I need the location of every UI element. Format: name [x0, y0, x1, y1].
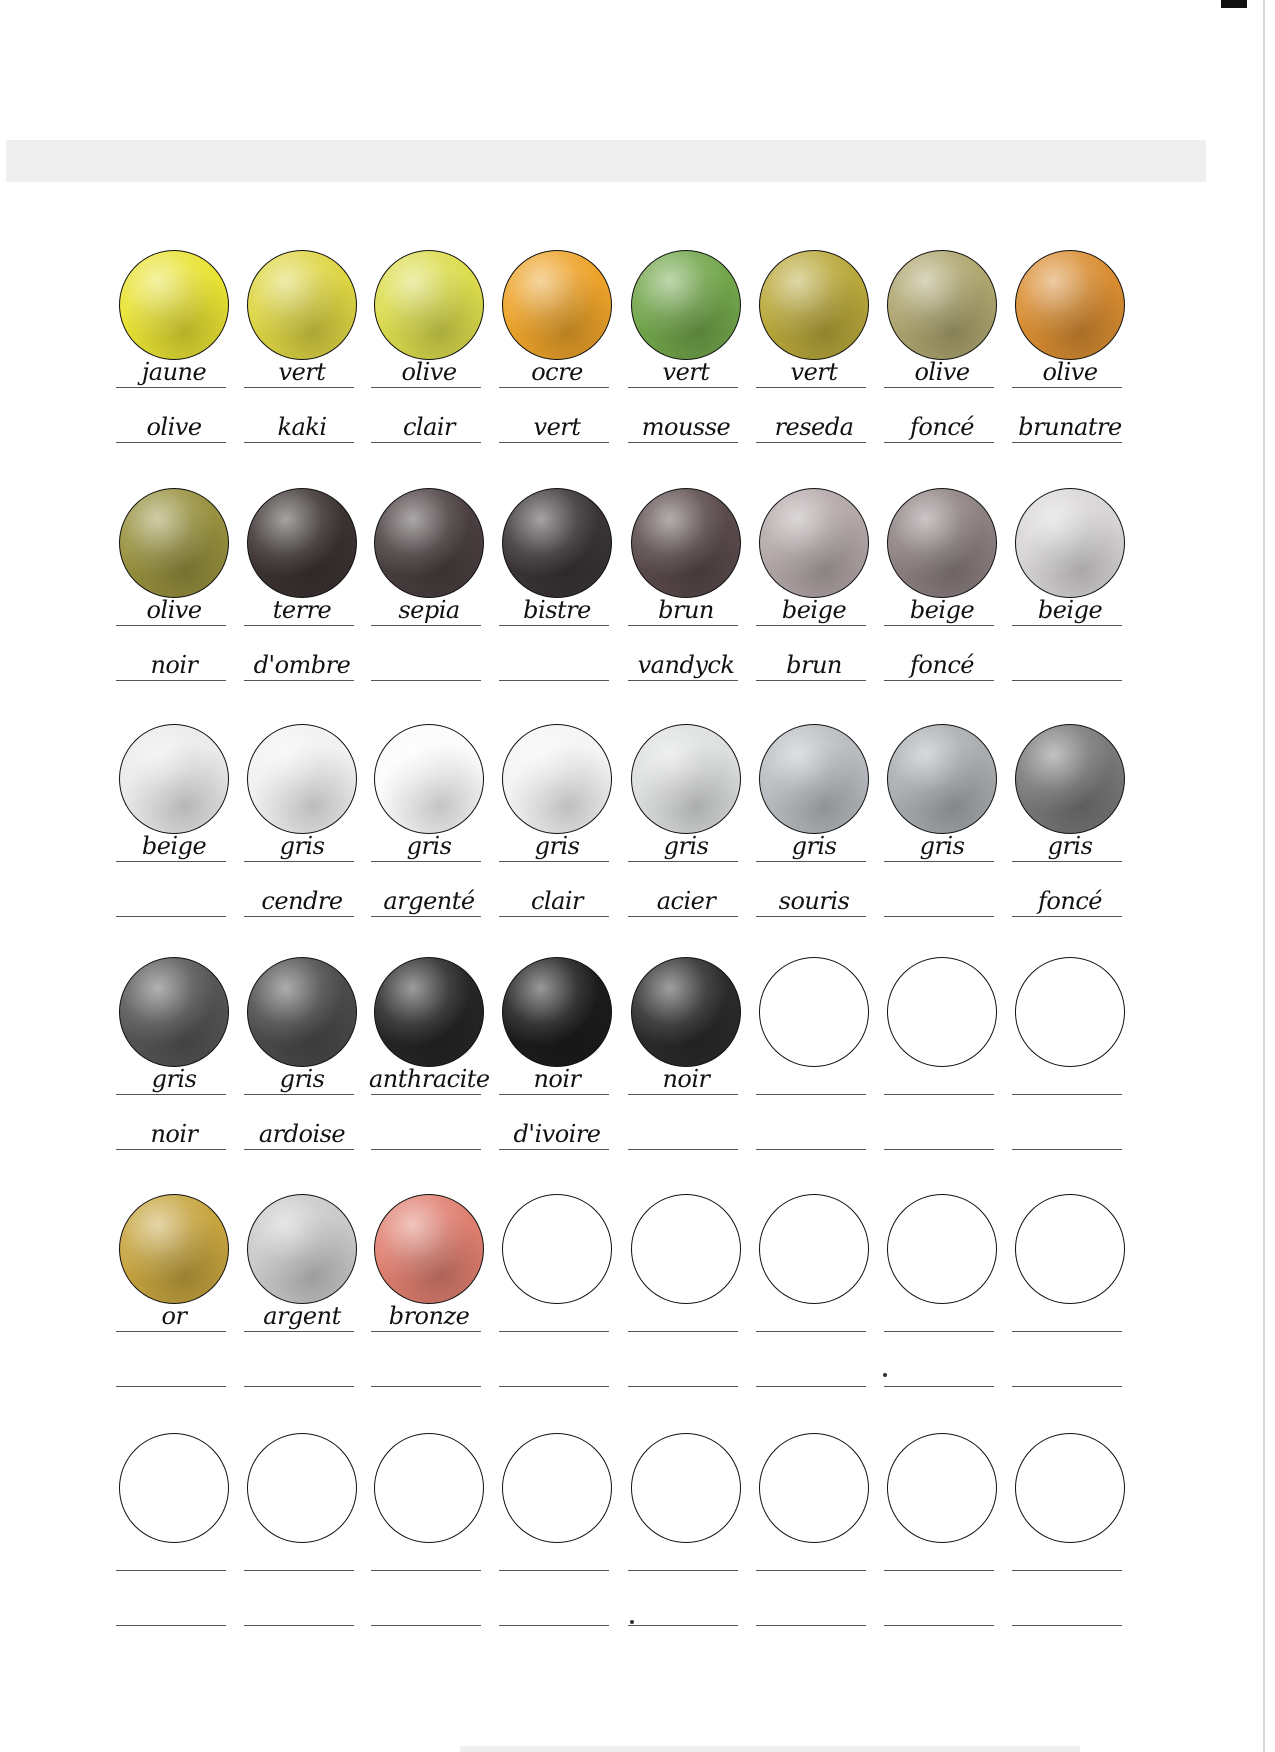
- color-swatch: [624, 724, 752, 962]
- writing-line: [371, 1386, 481, 1387]
- color-swatch: [112, 488, 240, 726]
- color-name-line2: reseda: [774, 413, 854, 441]
- color-name-line1: noir: [533, 1065, 581, 1093]
- color-name-line1: gris: [919, 832, 965, 860]
- writing-line: [1012, 1570, 1122, 1571]
- swatch-circle: [631, 250, 741, 360]
- color-name-line1: olive: [146, 596, 202, 624]
- writing-line: [499, 1625, 609, 1626]
- writing-line: [1012, 680, 1122, 681]
- color-name-line2: foncé: [910, 651, 974, 679]
- color-swatch: [367, 250, 495, 488]
- color-swatch: [1008, 250, 1136, 488]
- writing-line: [628, 1094, 738, 1095]
- swatch-circle: [374, 1433, 484, 1543]
- ink-speck: [630, 1620, 634, 1624]
- swatch-circle: [119, 1433, 229, 1543]
- writing-line: [884, 387, 994, 388]
- writing-line: [628, 916, 738, 917]
- swatch-circle: [631, 724, 741, 834]
- swatch-circle: [502, 488, 612, 598]
- color-swatch: [367, 1194, 495, 1432]
- swatch-circle: [247, 724, 357, 834]
- color-name-line1: gris: [663, 832, 709, 860]
- writing-line: [244, 442, 354, 443]
- swatch-circle: [119, 250, 229, 360]
- swatch-circle: [502, 724, 612, 834]
- writing-line: [116, 387, 226, 388]
- color-name-line2: acier: [656, 887, 716, 915]
- swatch-circle: [759, 1194, 869, 1304]
- color-swatch: [495, 957, 623, 1195]
- color-name-line1: beige: [909, 596, 975, 624]
- swatch-circle: [247, 1433, 357, 1543]
- color-name-line1: beige: [1037, 596, 1103, 624]
- color-swatch: [240, 957, 368, 1195]
- swatch-circle: [631, 957, 741, 1067]
- color-swatch: [240, 488, 368, 726]
- color-swatch: [624, 250, 752, 488]
- writing-line: [371, 1094, 481, 1095]
- swatch-circle: [1015, 1433, 1125, 1543]
- color-swatch: [1008, 488, 1136, 726]
- color-name-line1: beige: [141, 832, 207, 860]
- writing-line: [499, 680, 609, 681]
- writing-line: [371, 625, 481, 626]
- color-swatch: [880, 1194, 1008, 1432]
- color-name-line1: vert: [790, 358, 838, 386]
- color-name-line1: jaune: [141, 358, 207, 386]
- color-name-line1: vert: [278, 358, 326, 386]
- writing-line: [884, 1625, 994, 1626]
- writing-line: [499, 1386, 609, 1387]
- color-name-line2: argenté: [383, 887, 475, 915]
- writing-line: [116, 1149, 226, 1150]
- writing-line: [244, 387, 354, 388]
- color-name-line2: vandyck: [637, 651, 735, 679]
- color-swatch: [624, 1194, 752, 1432]
- color-name-line1: vert: [662, 358, 710, 386]
- swatch-circle: [631, 1194, 741, 1304]
- color-swatch: [367, 724, 495, 962]
- swatch-circle: [502, 1194, 612, 1304]
- writing-line: [116, 916, 226, 917]
- writing-line: [499, 1149, 609, 1150]
- writing-line: [371, 680, 481, 681]
- color-name-line2: noir: [150, 1120, 198, 1148]
- writing-line: [499, 1331, 609, 1332]
- swatch-circle: [502, 250, 612, 360]
- color-name-line1: olive: [914, 358, 970, 386]
- writing-line: [116, 1625, 226, 1626]
- writing-line: [628, 1149, 738, 1150]
- swatch-circle: [247, 1194, 357, 1304]
- color-name-line1: noir: [662, 1065, 710, 1093]
- color-name-line2: clair: [402, 413, 456, 441]
- color-name-line1: olive: [401, 358, 457, 386]
- color-swatch: [112, 957, 240, 1195]
- writing-line: [884, 1386, 994, 1387]
- swatch-circle: [247, 488, 357, 598]
- swatch-circle: [759, 1433, 869, 1543]
- color-swatch: [240, 250, 368, 488]
- color-swatch: [1008, 1194, 1136, 1432]
- color-swatch: [240, 1194, 368, 1432]
- swatch-circle: [631, 1433, 741, 1543]
- color-swatch: [367, 1433, 495, 1671]
- writing-line: [244, 1094, 354, 1095]
- writing-line: [1012, 1094, 1122, 1095]
- color-swatch: [495, 250, 623, 488]
- color-swatch: [752, 957, 880, 1195]
- color-swatch: [495, 488, 623, 726]
- color-swatch: [495, 724, 623, 962]
- writing-line: [756, 625, 866, 626]
- writing-line: [756, 1094, 866, 1095]
- writing-line: [628, 680, 738, 681]
- writing-line: [116, 1094, 226, 1095]
- color-name-line1: gris: [406, 832, 452, 860]
- swatch-circle: [887, 1433, 997, 1543]
- color-name-line2: souris: [778, 887, 850, 915]
- swatch-circle: [887, 250, 997, 360]
- writing-line: [371, 1331, 481, 1332]
- swatch-circle: [1015, 488, 1125, 598]
- writing-line: [371, 1149, 481, 1150]
- writing-line: [756, 1386, 866, 1387]
- writing-line: [116, 1386, 226, 1387]
- writing-line: [756, 1331, 866, 1332]
- writing-line: [884, 442, 994, 443]
- color-swatch: [112, 1433, 240, 1671]
- color-swatch: [624, 957, 752, 1195]
- color-swatch: [624, 1433, 752, 1671]
- writing-line: [371, 861, 481, 862]
- writing-line: [244, 1386, 354, 1387]
- writing-line: [628, 625, 738, 626]
- color-name-line1: gris: [791, 832, 837, 860]
- writing-line: [884, 1331, 994, 1332]
- writing-line: [371, 1625, 481, 1626]
- swatch-circle: [1015, 1194, 1125, 1304]
- color-name-line2: clair: [530, 887, 584, 915]
- color-name-line2: noir: [150, 651, 198, 679]
- writing-line: [628, 1625, 738, 1626]
- color-name-line2: ardoise: [258, 1120, 346, 1148]
- writing-line: [244, 1149, 354, 1150]
- swatch-circle: [247, 250, 357, 360]
- color-swatch: [752, 724, 880, 962]
- writing-line: [756, 680, 866, 681]
- swatch-circle: [502, 957, 612, 1067]
- writing-line: [1012, 1386, 1122, 1387]
- color-swatch: [880, 957, 1008, 1195]
- color-name-line1: olive: [1042, 358, 1098, 386]
- writing-line: [884, 861, 994, 862]
- writing-line: [371, 1570, 481, 1571]
- writing-line: [884, 1094, 994, 1095]
- color-name-line1: sepia: [398, 596, 460, 624]
- color-name-line1: anthracite: [369, 1065, 490, 1093]
- swatch-circle: [1015, 250, 1125, 360]
- color-name-line1: gris: [1047, 832, 1093, 860]
- color-swatch: [752, 1433, 880, 1671]
- writing-line: [244, 1625, 354, 1626]
- color-swatch: [112, 250, 240, 488]
- writing-line: [628, 442, 738, 443]
- writing-line: [628, 387, 738, 388]
- color-name-line2: vert: [533, 413, 581, 441]
- swatch-circle: [759, 250, 869, 360]
- color-name-line1: terre: [272, 596, 332, 624]
- writing-line: [116, 442, 226, 443]
- swatch-circle: [374, 1194, 484, 1304]
- writing-line: [499, 916, 609, 917]
- color-swatch: [1008, 1433, 1136, 1671]
- swatch-circle: [119, 488, 229, 598]
- color-name-line1: bronze: [388, 1302, 470, 1330]
- color-swatch: [880, 488, 1008, 726]
- writing-line: [499, 625, 609, 626]
- swatch-circle: [247, 957, 357, 1067]
- writing-line: [756, 387, 866, 388]
- writing-line: [756, 916, 866, 917]
- writing-line: [628, 861, 738, 862]
- writing-line: [244, 1570, 354, 1571]
- writing-line: [371, 387, 481, 388]
- writing-line: [1012, 1149, 1122, 1150]
- swatch-circle: [374, 957, 484, 1067]
- swatch-circle: [119, 1194, 229, 1304]
- writing-line: [499, 387, 609, 388]
- color-swatch: [624, 488, 752, 726]
- swatch-circle: [374, 724, 484, 834]
- writing-line: [1012, 861, 1122, 862]
- color-name-line1: gris: [534, 832, 580, 860]
- writing-line: [1012, 442, 1122, 443]
- color-swatch: [367, 488, 495, 726]
- color-swatch: [880, 724, 1008, 962]
- writing-line: [628, 1386, 738, 1387]
- writing-line: [756, 1625, 866, 1626]
- writing-line: [116, 1570, 226, 1571]
- writing-line: [884, 916, 994, 917]
- color-name-line1: beige: [781, 596, 847, 624]
- color-swatch: [752, 1194, 880, 1432]
- writing-line: [884, 625, 994, 626]
- color-name-line1: gris: [279, 832, 325, 860]
- swatch-circle: [374, 488, 484, 598]
- color-name-line2: foncé: [910, 413, 974, 441]
- color-name-line1: gris: [279, 1065, 325, 1093]
- writing-line: [116, 1331, 226, 1332]
- writing-line: [1012, 625, 1122, 626]
- color-name-line1: bistre: [523, 596, 591, 624]
- writing-line: [244, 625, 354, 626]
- writing-line: [756, 1149, 866, 1150]
- swatch-circle: [759, 957, 869, 1067]
- color-name-line2: d'ombre: [253, 651, 351, 679]
- swatch-circle: [887, 1194, 997, 1304]
- writing-line: [499, 1094, 609, 1095]
- swatch-circle: [1015, 957, 1125, 1067]
- writing-line: [244, 680, 354, 681]
- swatch-circle: [119, 957, 229, 1067]
- color-name-line2: mousse: [641, 413, 731, 441]
- color-swatch: [112, 1194, 240, 1432]
- swatch-circle: [887, 724, 997, 834]
- bottom-smudge: [460, 1746, 1080, 1752]
- color-swatch: [880, 1433, 1008, 1671]
- color-name-line2: brun: [786, 651, 842, 679]
- writing-line: [1012, 1625, 1122, 1626]
- color-swatch: [1008, 957, 1136, 1195]
- color-name-line2: kaki: [277, 413, 327, 441]
- color-swatch: [880, 250, 1008, 488]
- writing-line: [884, 680, 994, 681]
- color-swatch: [1008, 724, 1136, 962]
- color-name-line1: argent: [263, 1302, 341, 1330]
- color-name-line1: or: [161, 1302, 187, 1330]
- color-swatch: [240, 724, 368, 962]
- color-name-line1: gris: [151, 1065, 197, 1093]
- color-name-line2: cendre: [261, 887, 343, 915]
- swatch-circle: [631, 488, 741, 598]
- color-swatch: [112, 724, 240, 962]
- color-swatch: [240, 1433, 368, 1671]
- writing-line: [499, 861, 609, 862]
- color-swatch: [495, 1194, 623, 1432]
- color-name-line1: brun: [658, 596, 714, 624]
- color-name-line1: ocre: [531, 358, 583, 386]
- writing-line: [244, 861, 354, 862]
- writing-line: [116, 680, 226, 681]
- writing-line: [756, 861, 866, 862]
- color-swatch: [752, 250, 880, 488]
- writing-line: [756, 442, 866, 443]
- writing-line: [116, 861, 226, 862]
- color-swatch: [752, 488, 880, 726]
- writing-line: [1012, 387, 1122, 388]
- swatch-circle: [759, 488, 869, 598]
- writing-line: [1012, 916, 1122, 917]
- swatch-circle: [374, 250, 484, 360]
- writing-line: [116, 625, 226, 626]
- ink-speck: [883, 1373, 887, 1377]
- swatch-circle: [887, 488, 997, 598]
- writing-line: [244, 1331, 354, 1332]
- writing-line: [371, 442, 481, 443]
- swatch-circle: [1015, 724, 1125, 834]
- writing-line: [499, 1570, 609, 1571]
- writing-line: [628, 1331, 738, 1332]
- writing-line: [1012, 1331, 1122, 1332]
- color-swatch: [367, 957, 495, 1195]
- writing-line: [371, 916, 481, 917]
- writing-line: [499, 442, 609, 443]
- color-name-line2: olive: [146, 413, 202, 441]
- swatch-circle: [119, 724, 229, 834]
- color-name-line2: brunatre: [1018, 413, 1122, 441]
- writing-line: [884, 1149, 994, 1150]
- swatch-circle: [502, 1433, 612, 1543]
- swatch-circle: [887, 957, 997, 1067]
- writing-line: [756, 1570, 866, 1571]
- color-name-line2: d'ivoire: [513, 1120, 601, 1148]
- swatch-circle: [759, 724, 869, 834]
- color-name-line2: foncé: [1038, 887, 1102, 915]
- writing-line: [628, 1570, 738, 1571]
- writing-line: [884, 1570, 994, 1571]
- color-swatch: [495, 1433, 623, 1671]
- writing-line: [244, 916, 354, 917]
